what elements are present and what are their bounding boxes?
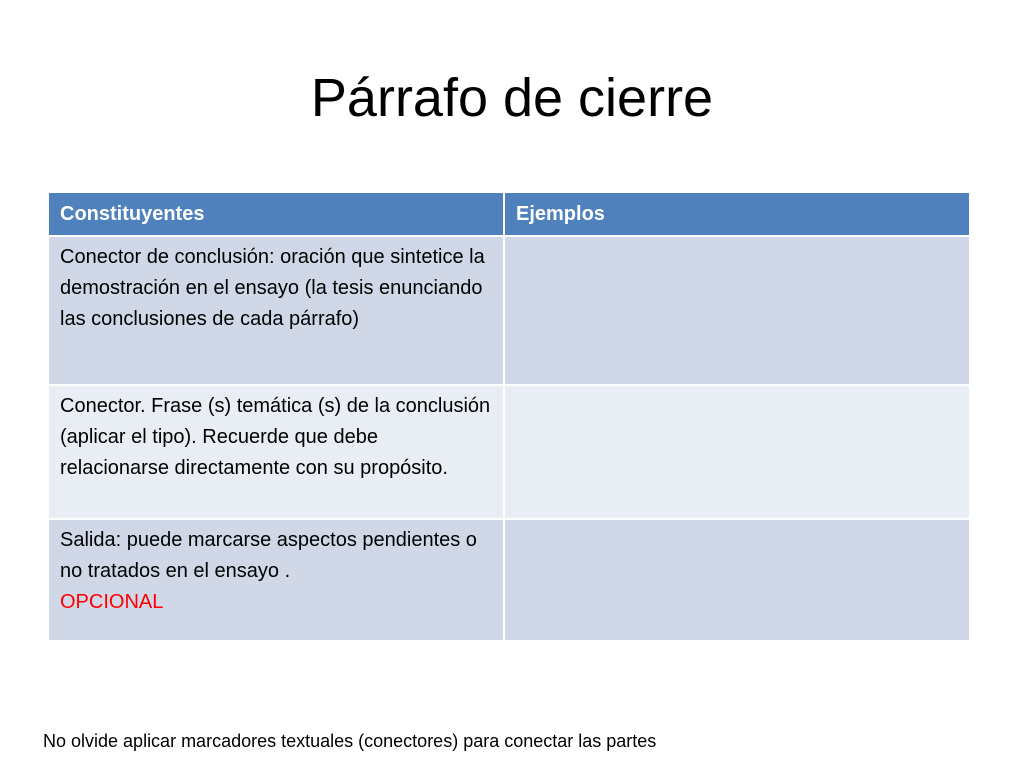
constituent-cell: [48, 385, 504, 519]
header-constituyentes: Constituyentes: [48, 192, 504, 236]
constituent-text: Conector. Frase (s) temática (s) de la conclusión (aplicar el tipo). Recuerde que debe relacionarse directamente con su propósito.: [60, 395, 491, 479]
slide-title: Párrafo de cierre: [310, 68, 714, 128]
table-row: [48, 236, 970, 385]
constituent-cell: [48, 236, 504, 385]
table-row: [48, 519, 970, 641]
table-row: [48, 385, 970, 519]
example-cell: [504, 236, 970, 385]
optional-tag: OPCIONAL: [60, 591, 164, 613]
constituents-table: [47, 191, 971, 642]
header-ejemplos: Ejemplos: [504, 192, 970, 236]
example-cell: [504, 519, 970, 641]
example-cell: [504, 385, 970, 519]
constituent-text: Conector de conclusión: oración que sintetice la demostración en el ensayo (la tesis enunciando las conclusiones de cada párrafo): [60, 246, 485, 330]
constituent-cell: [48, 519, 504, 641]
constituent-text: Salida: puede marcarse aspectos pendientes o no tratados en el ensayo .: [60, 529, 477, 582]
table-header-row: [48, 192, 970, 236]
footer-note: No olvide aplicar marcadores textuales (conectores) para conectar las partes: [43, 731, 657, 751]
